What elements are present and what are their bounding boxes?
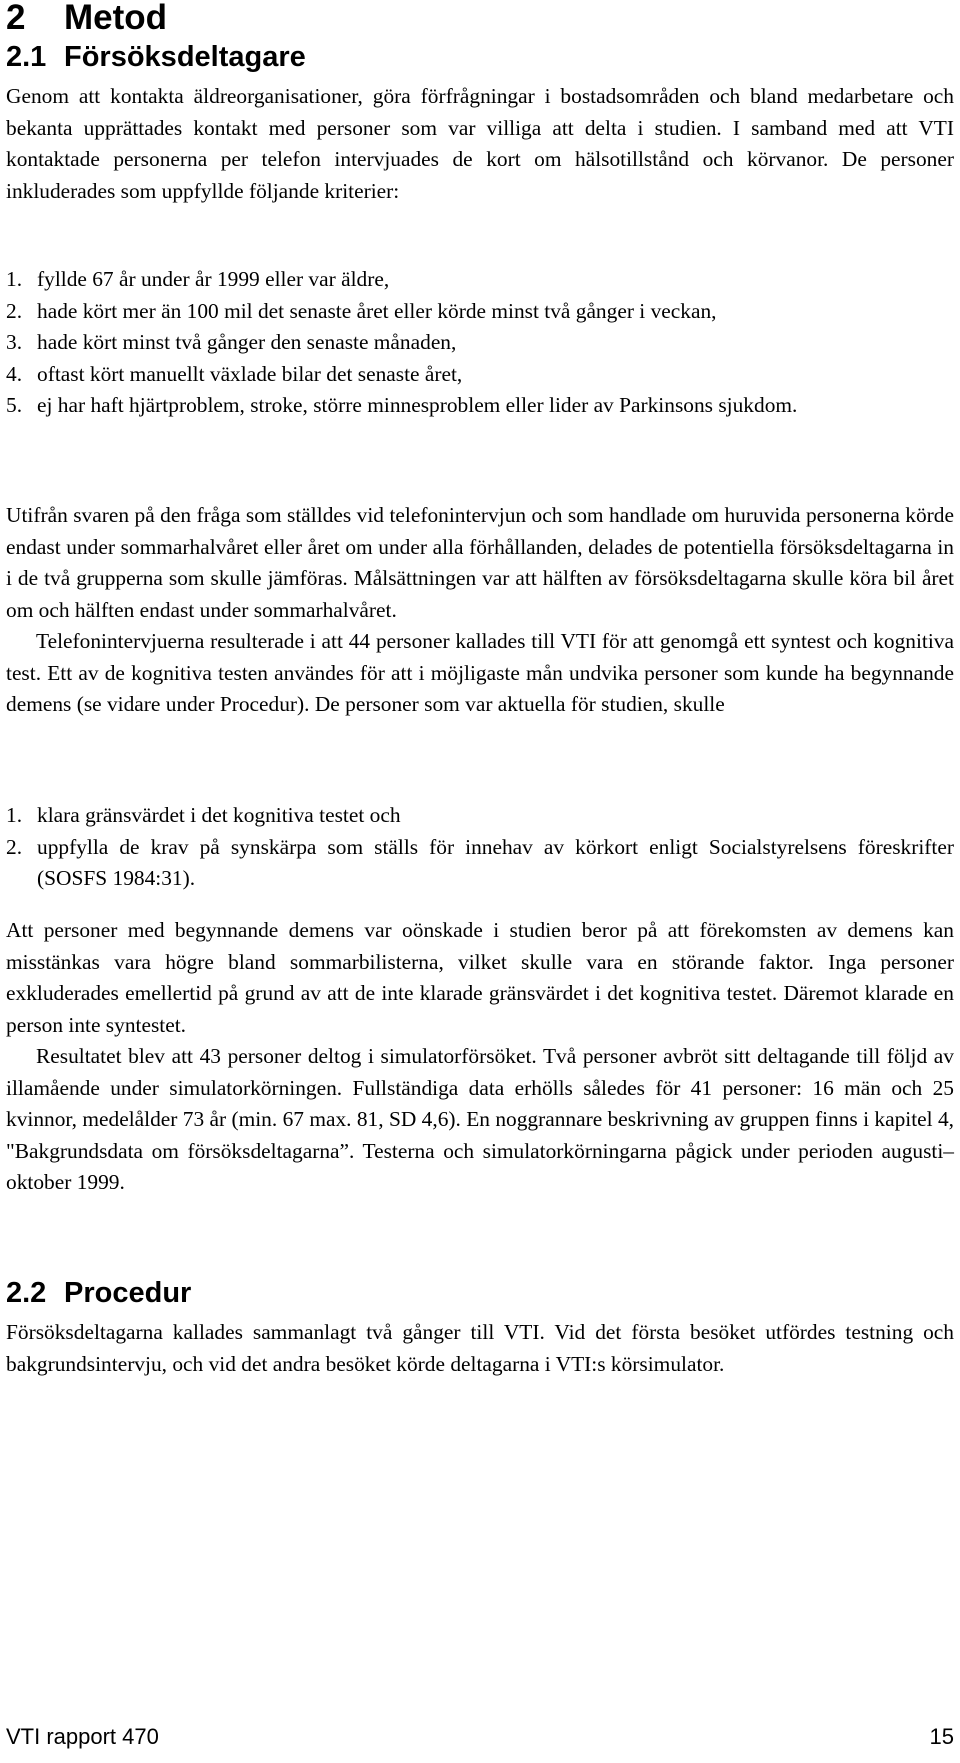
list-item — [6, 390, 954, 422]
list-item-text: hade kört mer än 100 mil det senaste året eller körde minst två gånger i veckan, — [37, 298, 717, 323]
list-item — [6, 800, 954, 832]
list-item — [6, 832, 954, 895]
chapter-number: 2 — [6, 0, 26, 37]
list-item-text: hade kört minst två gånger den senaste månaden, — [37, 330, 457, 354]
list-item-text: ej har haft hjärtproblem, stroke, större minnesproblem eller lider av Parkinsons sjukdom. — [37, 393, 798, 417]
list-item — [6, 264, 954, 296]
body-paragraph-block-2 — [6, 915, 954, 1199]
list-item-text: uppfylla de krav på synskärpa som ställs för innehav av körkort enligt Socialstyrelsens föreskrifter (SOSFS 1984:31). — [37, 834, 954, 890]
section-title: Försöksdeltagare — [64, 41, 306, 73]
body-paragraph-block-1 — [6, 500, 954, 721]
requirements-list-block — [6, 800, 954, 895]
section-number: 2.1 — [6, 41, 47, 73]
list-item-text: oftast kört manuellt växlade bilar det senaste året, — [37, 361, 463, 386]
requirements-list — [6, 800, 954, 895]
list-marker: 5. — [6, 393, 23, 417]
chapter-heading — [6, 0, 167, 38]
list-marker: 3. — [6, 330, 23, 354]
list-item — [6, 327, 954, 359]
list-item — [6, 359, 954, 391]
procedure-paragraph-block — [6, 1317, 954, 1380]
body-paragraph: Resultatet blev att 43 personer deltog i simulatorförsöket. Två personer avbröt sitt deltagande till följd av illamående under simulatorkörningen. Fullständiga data erhölls således för 41 personer: 16 män och 25 kvinnor, medelålder 73 år (min. 67 max. 81, SD 4,6). En noggrannare beskrivning av gruppen finns i kapitel 4, "Bakgrundsdata om försöksdeltagarna”. Testerna och simulatorkörningarna pågick under perioden augusti–oktober 1999. — [6, 1044, 954, 1194]
body-paragraph: Telefonintervjuerna resulterade i att 44 personer kallades till VTI för att genomgå ett syntest och kognitiva test. Ett av de kognitiva testen användes för att i möjligaste mån undvika personer som kunde ha begynnande demens (se vidare under Procedur). De personer som var aktuella för studien, skulle — [6, 629, 954, 716]
list-item-text: klara gränsvärdet i det kognitiva testet och — [37, 803, 401, 827]
list-marker: 4. — [6, 361, 23, 386]
body-paragraph: Försöksdeltagarna kallades sammanlagt två gånger till VTI. Vid det första besöket utfördes testning och bakgrundsintervju, och vid det andra besöket körde deltagarna i VTI:s körsimulator. — [6, 1320, 954, 1376]
criteria-list — [6, 264, 954, 422]
intro-paragraph: Genom att kontakta äldreorganisationer, göra förfrågningar i bostadsområden och bland medarbetare och bekanta upprättades kontakt med personer som var villiga att delta i studien. I samband med att VTI kontaktade personerna per telefon intervjuades de kort om hälsotillstånd och körvanor. De personer inkluderades som uppfyllde följande kriterier: — [6, 84, 954, 203]
body-paragraph: Att personer med begynnande demens var oönskade i studien beror på att förekomsten av demens kan misstänkas vara högre bland sommarbilisterna, vilket skulle vara en störande faktor. Inga personer exkluderades emellertid på grund av att de inte klarade gränsvärdet i det kognitiva testet. Däremot klarade en person inte syntestet. — [6, 918, 954, 1037]
page-number: 15 — [929, 1724, 954, 1749]
list-item — [6, 296, 954, 328]
list-marker: 2. — [6, 834, 23, 859]
report-name: VTI rapport 470 — [6, 1724, 159, 1749]
criteria-list-block — [6, 264, 954, 422]
chapter-title: Metod — [64, 0, 168, 37]
section-heading-2-2 — [6, 1276, 191, 1310]
body-paragraph: Utifrån svaren på den fråga som ställdes vid telefonintervjun och som handlade om huruvida personerna körde endast under sommarhalvåret eller året om under alla förhållanden, delades de potentiella försöksdeltagarna in i de två grupperna som skulle jämföras. Målsättningen var att hälften av försöksdeltagarna skulle köra bil året om och hälften endast under sommarhalvåret. — [6, 503, 954, 622]
list-marker: 2. — [6, 298, 23, 323]
list-marker: 1. — [6, 267, 23, 291]
intro-paragraph-block — [6, 81, 954, 207]
section-title: Procedur — [64, 1277, 192, 1309]
section-number: 2.2 — [6, 1277, 47, 1309]
list-item-text: fyllde 67 år under år 1999 eller var äldre, — [37, 267, 390, 291]
section-heading-2-1 — [6, 40, 306, 74]
list-marker: 1. — [6, 803, 23, 827]
